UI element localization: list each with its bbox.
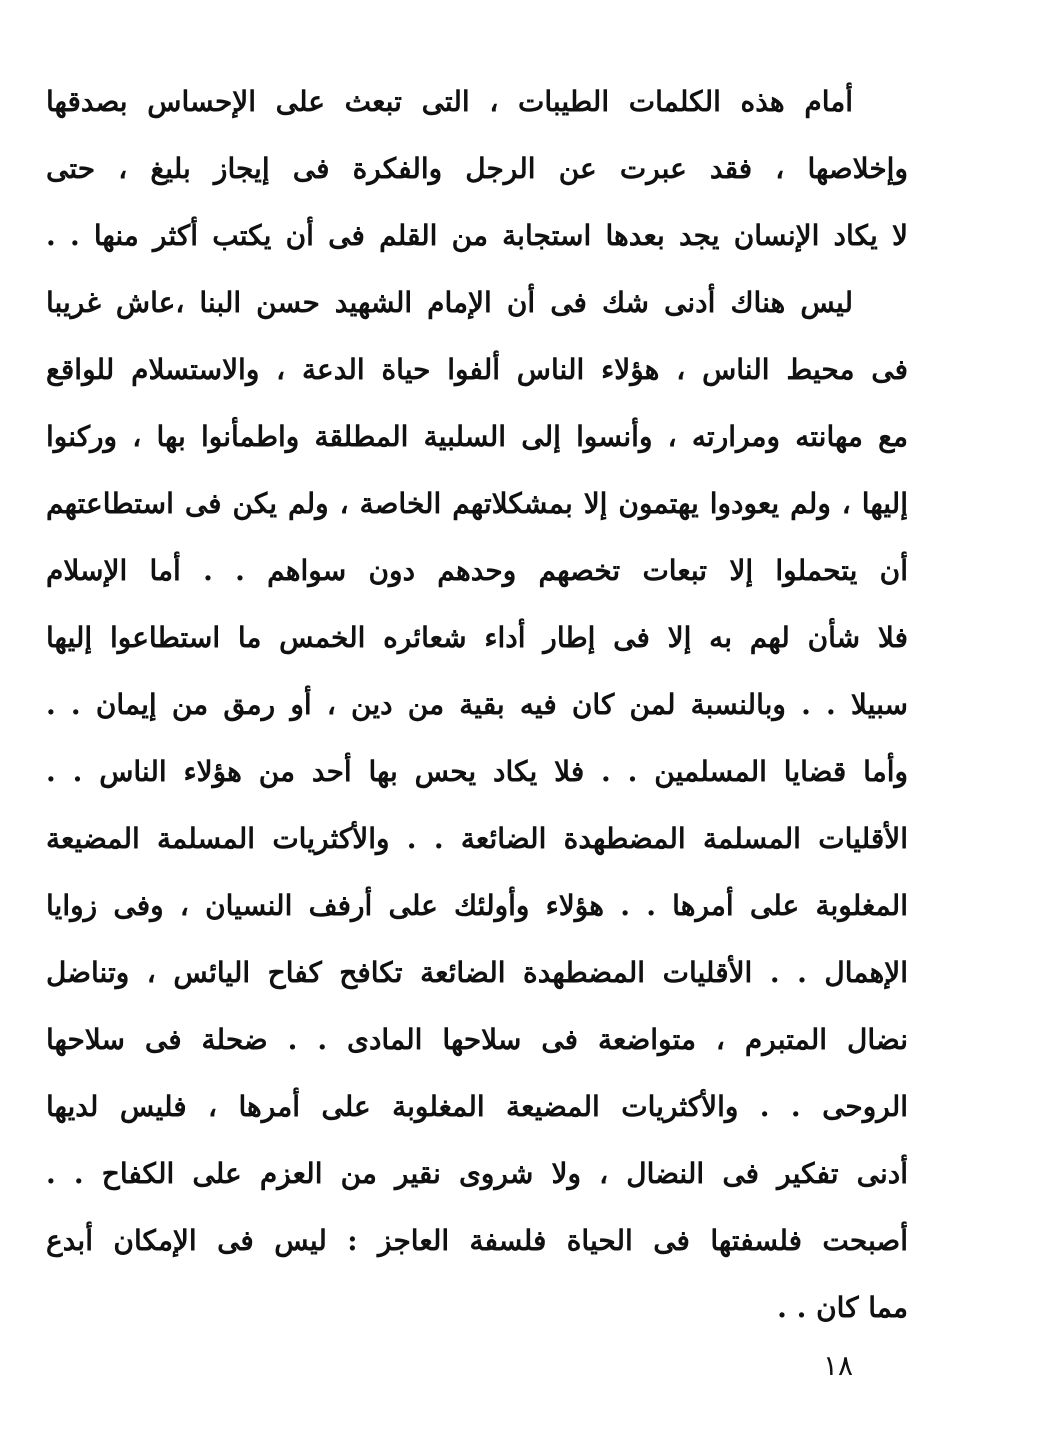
text-line: فلا شأن لهم به إلا فى إطار أداء شعائره الخمس ما استطاعوا إليها: [46, 621, 908, 654]
text-line: أن يتحملوا إلا تبعات تخصهم وحدهم دون سواهم . . أما الإسلام: [46, 554, 908, 587]
text-line: ليس هناك أدنى شك فى أن الإمام الشهيد حسن البنا ،عاش غريبا: [46, 286, 853, 319]
text-line: وإخلاصها ، فقد عبرت عن الرجل والفكرة فى إيجاز بليغ ، حتى: [46, 152, 908, 185]
page-number: ١٨: [822, 1349, 854, 1382]
text-line: لا يكاد الإنسان يجد بعدها استجابة من القلم فى أن يكتب أكثر منها . .: [46, 219, 908, 252]
text-line: أصبحت فلسفتها فى الحياة فلسفة العاجز : ليس فى الإمكان أبدع: [46, 1224, 908, 1257]
text-line: أمام هذه الكلمات الطيبات ، التى تبعث على الإحساس بصدقها: [46, 85, 853, 118]
text-line: مما كان . .: [777, 1291, 908, 1324]
text-line: الروحى . . والأكثريات المضيعة المغلوبة على أمرها ، فليس لديها: [46, 1090, 908, 1123]
text-line: الإهمال . . الأقليات المضطهدة الضائعة تكافح كفاح اليائس ، وتناضل: [46, 956, 908, 989]
text-line: المغلوبة على أمرها . . هؤلاء وأولئك على أرفف النسيان ، وفى زوايا: [46, 889, 908, 922]
text-line: نضال المتبرم ، متواضعة فى سلاحها المادى . . ضحلة فى سلاحها: [46, 1023, 908, 1056]
text-line: الأقليات المسلمة المضطهدة الضائعة . . والأكثريات المسلمة المضيعة: [46, 822, 908, 855]
text-line: أدنى تفكير فى النضال ، ولا شروى نقير من العزم على الكفاح . .: [46, 1157, 908, 1190]
text-line: فى محيط الناس ، هؤلاء الناس ألفوا حياة الدعة ، والاستسلام للواقع: [46, 353, 908, 386]
paragraph-2: [46, 269, 908, 1341]
page-body: [46, 68, 908, 1341]
text-line: مع مهانته ومرارته ، وأنسوا إلى السلبية المطلقة واطمأنوا بها ، وركنوا: [46, 420, 908, 453]
text-line: وأما قضايا المسلمين . . فلا يكاد يحس بها أحد من هؤلاء الناس . .: [46, 755, 908, 788]
text-line: إليها ، ولم يعودوا يهتمون إلا بمشكلاتهم الخاصة ، ولم يكن فى استطاعتهم: [46, 487, 908, 520]
paragraph-1: [46, 68, 908, 269]
text-line: سبيلا . . وبالنسبة لمن كان فيه بقية من دين ، أو رمق من إيمان . .: [46, 688, 908, 721]
